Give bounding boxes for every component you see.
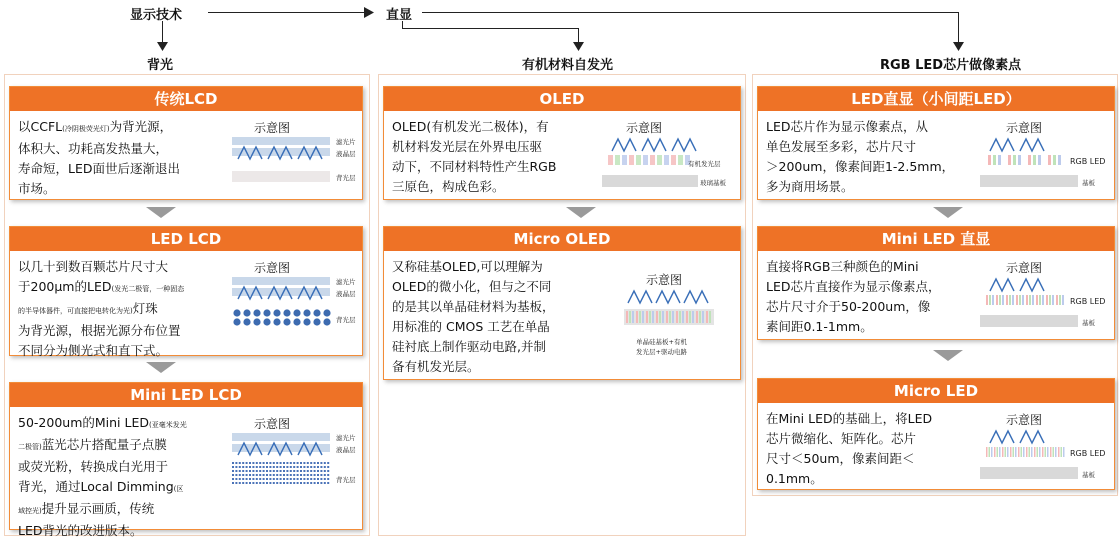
schematic-title: 示意图 <box>1006 121 1043 135</box>
backlight-layer-label: 背光层 <box>336 316 356 324</box>
connector-direct-to-led <box>422 12 958 13</box>
box-description: 直接将RGB三种颜色的Mini LED芯片直接作为显示像素点， 芯片尺寸介于50-200um，像 素间距0.1-1mm。 <box>766 259 941 334</box>
arrow-down-icon <box>573 42 584 51</box>
filter-layer-label: 滤光片 <box>336 138 356 146</box>
box-description: 50-200um的Mini LED(亚毫米发光 二极管)蓝光芯片搭配量子点膜 或荧光粉，转换成白光用于 背光，通过Local Dimming(区 域控光)提升显示画质，传统 LED背光的改进版本。 <box>18 415 187 538</box>
rgb-led-label: RGB LED <box>1070 157 1106 166</box>
box-description: 又称硅基OLED,可以理解为 OLED的微小化，但与之不同 的是其以单晶硅材料为基板， 用标准的 CMOS 工艺在单晶 硅衬底上制作驱动电路,并制 备有机发光层。 <box>392 259 555 374</box>
led-direct-schematic <box>984 135 1074 169</box>
box-description: OLED(有机发光二极体)，有 机材料发光层在外界电压驱 动下，不同材料特性产生RGB 三原色，构成色彩。 <box>392 119 557 194</box>
backlight-label: 背光 <box>147 58 174 73</box>
mini-led-lcd-schematic <box>232 431 332 489</box>
led-branch-label: RGB LED芯片做像素点 <box>880 58 1022 73</box>
substrate-label: 基板 <box>1082 471 1095 479</box>
substrate-bar <box>980 315 1078 327</box>
down-triangle-icon <box>933 350 963 361</box>
substrate-label: 基板 <box>1082 179 1095 187</box>
root-label: 显示技术 <box>130 8 183 23</box>
box-description: 以几十到数百颗芯片尺寸大 于200μm的LED(发光二极管，一种固态 的半导体器件，可直接把电转化为光)灯珠 为背光源，根据光源分布位置 不同分为侧光式和直下式。 <box>18 259 185 358</box>
down-triangle-icon <box>566 207 596 218</box>
backlight-layer-label: 背光层 <box>336 174 356 182</box>
box-title: LED LCD <box>10 227 362 251</box>
glass-layer-label: 玻璃基板 <box>700 179 726 187</box>
backlight-layer-label: 背光层 <box>336 476 356 484</box>
lcd-schematic <box>232 135 332 193</box>
mini-led-direct-schematic <box>984 275 1074 309</box>
filter-layer-label: 滤光片 <box>336 278 356 286</box>
box-title: Mini LED LCD <box>10 383 362 407</box>
micro-oled-layer-label: 发光层+驱动电路 <box>636 348 687 356</box>
schematic-title: 示意图 <box>254 121 291 135</box>
lcd-layer-label: 液晶层 <box>336 150 356 158</box>
led-lcd-box <box>9 226 363 356</box>
schematic-title: 示意图 <box>254 261 291 275</box>
schematic-title: 示意图 <box>626 121 663 135</box>
down-triangle-icon <box>146 362 176 373</box>
box-description: 在Mini LED的基础上，将LED 芯片微缩化、矩阵化。芯片 尺寸＜50um，像素间距＜ 0.1mm。 <box>766 411 933 486</box>
arrow-down-icon <box>157 42 168 51</box>
box-title: Mini LED 直显 <box>758 227 1114 251</box>
micro-oled-box <box>383 226 741 380</box>
micro-led-box <box>757 378 1115 490</box>
box-title: Micro OLED <box>384 227 740 251</box>
mini-led-direct-box <box>757 226 1115 340</box>
mini-led-lcd-box <box>9 382 363 538</box>
substrate-label: 基板 <box>1082 319 1095 327</box>
box-title: OLED <box>384 87 740 111</box>
box-description: LED芯片作为显示像素点，从 单色发展至多彩，芯片尺寸 ＞200um，像素间距1-2.5mm， 多为商用场景。 <box>766 119 955 194</box>
oled-branch-label: 有机材料自发光 <box>522 58 614 73</box>
schematic-title: 示意图 <box>646 273 683 287</box>
traditional-lcd-box <box>9 86 363 200</box>
connector-root-to-direct <box>208 12 366 13</box>
micro-oled-layer-label: 单晶硅基板+有机 <box>636 338 687 346</box>
rgb-led-label: RGB LED <box>1070 449 1106 458</box>
lcd-layer-label: 液晶层 <box>336 446 356 454</box>
rgb-led-label: RGB LED <box>1070 297 1106 306</box>
connector-oled-branch <box>402 28 578 29</box>
schematic-title: 示意图 <box>1006 413 1043 427</box>
schematic-title: 示意图 <box>1006 261 1043 275</box>
box-description: 以CCFL(冷阴极荧光灯)为背光源， 体积大、功耗高发热量大， 寿命短，LED面世后逐渐退出 市场。 <box>18 119 180 196</box>
substrate-bar <box>980 175 1078 187</box>
box-title: LED直显（小间距LED） <box>758 87 1114 111</box>
box-title: 传统LCD <box>10 87 362 111</box>
arrow-down-icon <box>953 42 964 51</box>
down-triangle-icon <box>146 207 176 218</box>
substrate-bar <box>980 467 1078 479</box>
glass-substrate-bar <box>602 175 698 187</box>
lcd-layer-label: 液晶层 <box>336 290 356 298</box>
organic-layer-label: 有机发光层 <box>688 160 721 168</box>
led-lcd-schematic <box>232 275 332 333</box>
direct-label: 直显 <box>386 8 413 23</box>
down-triangle-icon <box>933 207 963 218</box>
arrow-head-icon <box>364 7 374 18</box>
schematic-title: 示意图 <box>254 417 291 431</box>
led-direct-box <box>757 86 1115 200</box>
micro-led-schematic <box>984 427 1074 461</box>
filter-layer-label: 滤光片 <box>336 434 356 442</box>
micro-oled-schematic <box>624 287 716 335</box>
box-title: Micro LED <box>758 379 1114 403</box>
oled-box <box>383 86 741 200</box>
